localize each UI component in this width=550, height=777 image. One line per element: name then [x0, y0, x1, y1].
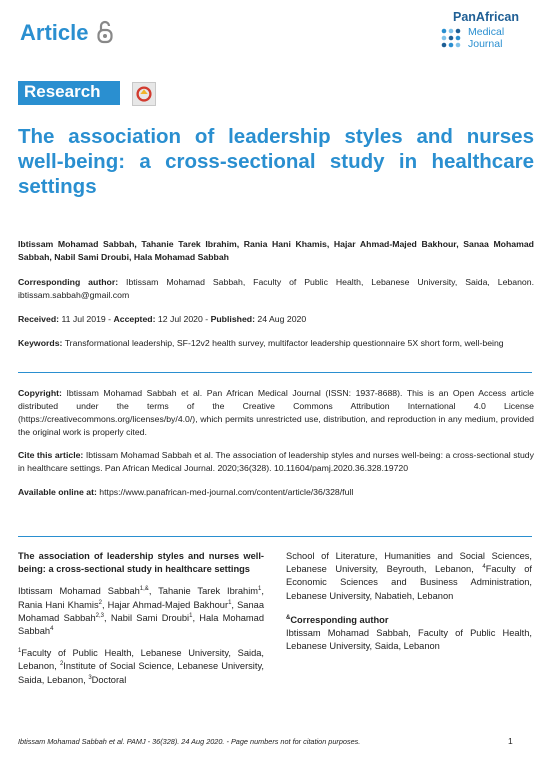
affiliation-1: Faculty of Public Health, Lebanese University, Saida, Lebanon,	[18, 648, 264, 672]
date-separator: -	[202, 314, 211, 324]
corresponding-details: Ibtissam Mohamad Sabbah, Faculty of Public Health, Lebanese University, Saida, Lebanon	[286, 628, 532, 652]
received-label: Received:	[18, 314, 60, 324]
accepted-date: 12 Jul 2020	[157, 314, 203, 324]
received-date: 11 Jul 2019	[61, 314, 106, 324]
dates-line	[18, 313, 534, 326]
affiliation-marker: 4	[482, 564, 486, 571]
right-column	[286, 550, 532, 653]
author-affiliation-marker: 1	[258, 586, 262, 593]
accepted-label: Accepted:	[113, 314, 156, 324]
affiliation-marker: 3	[88, 674, 92, 681]
author-affiliation-marker: 1,&	[139, 586, 149, 593]
column-author-name: Tahanie Tarek Ibrahim	[158, 586, 259, 597]
date-separator: -	[105, 314, 114, 324]
column-author-name: Hajar Ahmad-Majed Bakhour	[107, 599, 229, 610]
logo-dots-icon	[440, 27, 464, 49]
author-separator: ,	[104, 612, 111, 623]
online-block	[18, 486, 534, 499]
journal-logo	[438, 10, 534, 52]
corresponding-text: Ibtissam Mohamad Sabbah, Faculty of Public Health, Lebanese University, Saida, Lebanon. ibtissam.sabbah@gmail.com	[18, 277, 534, 300]
column-author-name: Hala Mohamad Sabbah	[18, 612, 265, 637]
author-affiliation-marker: 2	[98, 599, 102, 606]
copyright-label: Copyright:	[18, 388, 62, 398]
divider	[18, 372, 532, 373]
page-number: 1	[508, 736, 513, 746]
copyright-block	[18, 387, 534, 439]
affiliation-3-start: Doctoral	[91, 674, 127, 685]
author-separator: ,	[261, 586, 264, 597]
cite-block	[18, 449, 534, 475]
section-label: Research	[24, 82, 101, 101]
affiliation-marker: 2	[59, 661, 64, 668]
affiliations	[18, 647, 264, 687]
column-author-name: Ibtissam Mohamad Sabbah	[18, 586, 140, 597]
column-author-name: Sanaa Mohamad Sabbah	[18, 599, 264, 623]
left-column	[18, 550, 264, 687]
logo-subtitle	[468, 26, 504, 50]
logo-line2: Journal	[468, 38, 503, 50]
column-title: The association of leadership styles and nurses well-being: a cross-sectional study in healthcare settings	[18, 551, 264, 575]
author-separator: ,	[231, 599, 238, 610]
author-affiliation-marker: 1	[189, 612, 193, 619]
footer-citation: Ibtissam Mohamad Sabbah et al. PAMJ - 36(328). 24 Aug 2020. - Page numbers not for citation purposes.	[18, 737, 361, 746]
logo-name: PanAfrican	[453, 10, 519, 24]
author-affiliation-marker: 2,3	[95, 612, 104, 619]
affiliation-2: Institute of Social Science, Lebanese University, Saida, Lebanon,	[18, 661, 265, 685]
affiliation-marker: 1	[18, 648, 22, 655]
column-author-list	[18, 585, 264, 638]
author-separator: ,	[148, 586, 159, 597]
corresponding-heading-text: Corresponding author	[290, 614, 389, 625]
open-access-lock-icon	[97, 20, 113, 44]
keywords-text: Transformational leadership, SF-12v2 health survey, multifactor leadership questionnaire 5X short form, well-being	[64, 338, 504, 348]
author-separator: ,	[101, 599, 108, 610]
crossmark-icon[interactable]	[132, 82, 156, 106]
corresponding-marker: &	[286, 614, 291, 621]
affiliation-4: Faculty of Economic Sciences and Business Administration, Lebanese University, Nabatieh, Lebanon	[286, 564, 532, 601]
article-title: The association of leadership styles and nurses well-being: a cross-sectional study in healthcare settings	[18, 125, 534, 198]
keywords-label: Keywords:	[18, 338, 63, 348]
online-label: Available online at:	[18, 487, 97, 497]
author-affiliation-marker: 4	[50, 625, 54, 632]
author-affiliation-marker: 1	[228, 599, 232, 606]
author-list: Ibtissam Mohamad Sabbah, Tahanie Tarek Ibrahim, Rania Hani Khamis, Hajar Ahmad-Majed Bakhour, Sanaa Mohamad Sabbah, Nabil Sami Droubi, Hala Mohamad Sabbah	[18, 239, 534, 262]
corresponding-author-block	[18, 276, 534, 302]
author-separator: ,	[192, 612, 200, 623]
published-date: 24 Aug 2020	[257, 314, 307, 324]
copyright-text: Ibtissam Mohamad Sabbah et al. Pan African Medical Journal (ISSN: 1937-8688). This is an Open Access article distributed under the terms of the Creative Commons Attribution International 4.0 License (https://creativecommons.org/licenses/by/4.0/), which permits unrestricted use, distribution, and reproduction in any medium, provided the original work is properly cited.	[18, 388, 534, 437]
cite-label: Cite this article:	[18, 450, 84, 460]
affiliation-3-cont: School of Literature, Humanities and Social Sciences, Lebanese University, Beyrouth, Lebanon,	[286, 551, 532, 575]
corresponding-heading	[286, 614, 532, 627]
cite-text: Ibtissam Mohamad Sabbah et al. The association of leadership styles and nurses well-being: a cross-sectional study in healthcare settings. Pan African Medical Journal. 2020;36(328). 10.11604/pamj.2020.36.328.19720	[18, 450, 534, 473]
column-author-name: Nabil Sami Droubi	[110, 612, 190, 623]
corresponding-label: Corresponding author:	[18, 277, 119, 287]
published-label: Published:	[210, 314, 255, 324]
affiliations-continued	[286, 550, 532, 603]
column-author-name: Rania Hani Khamis	[18, 599, 99, 610]
online-url[interactable]: https://www.panafrican-med-journal.com/content/article/36/328/full	[99, 487, 354, 497]
article-label: Article	[20, 20, 89, 45]
keywords-block	[18, 337, 534, 350]
divider	[18, 536, 532, 537]
logo-line1: Medical	[468, 26, 505, 38]
